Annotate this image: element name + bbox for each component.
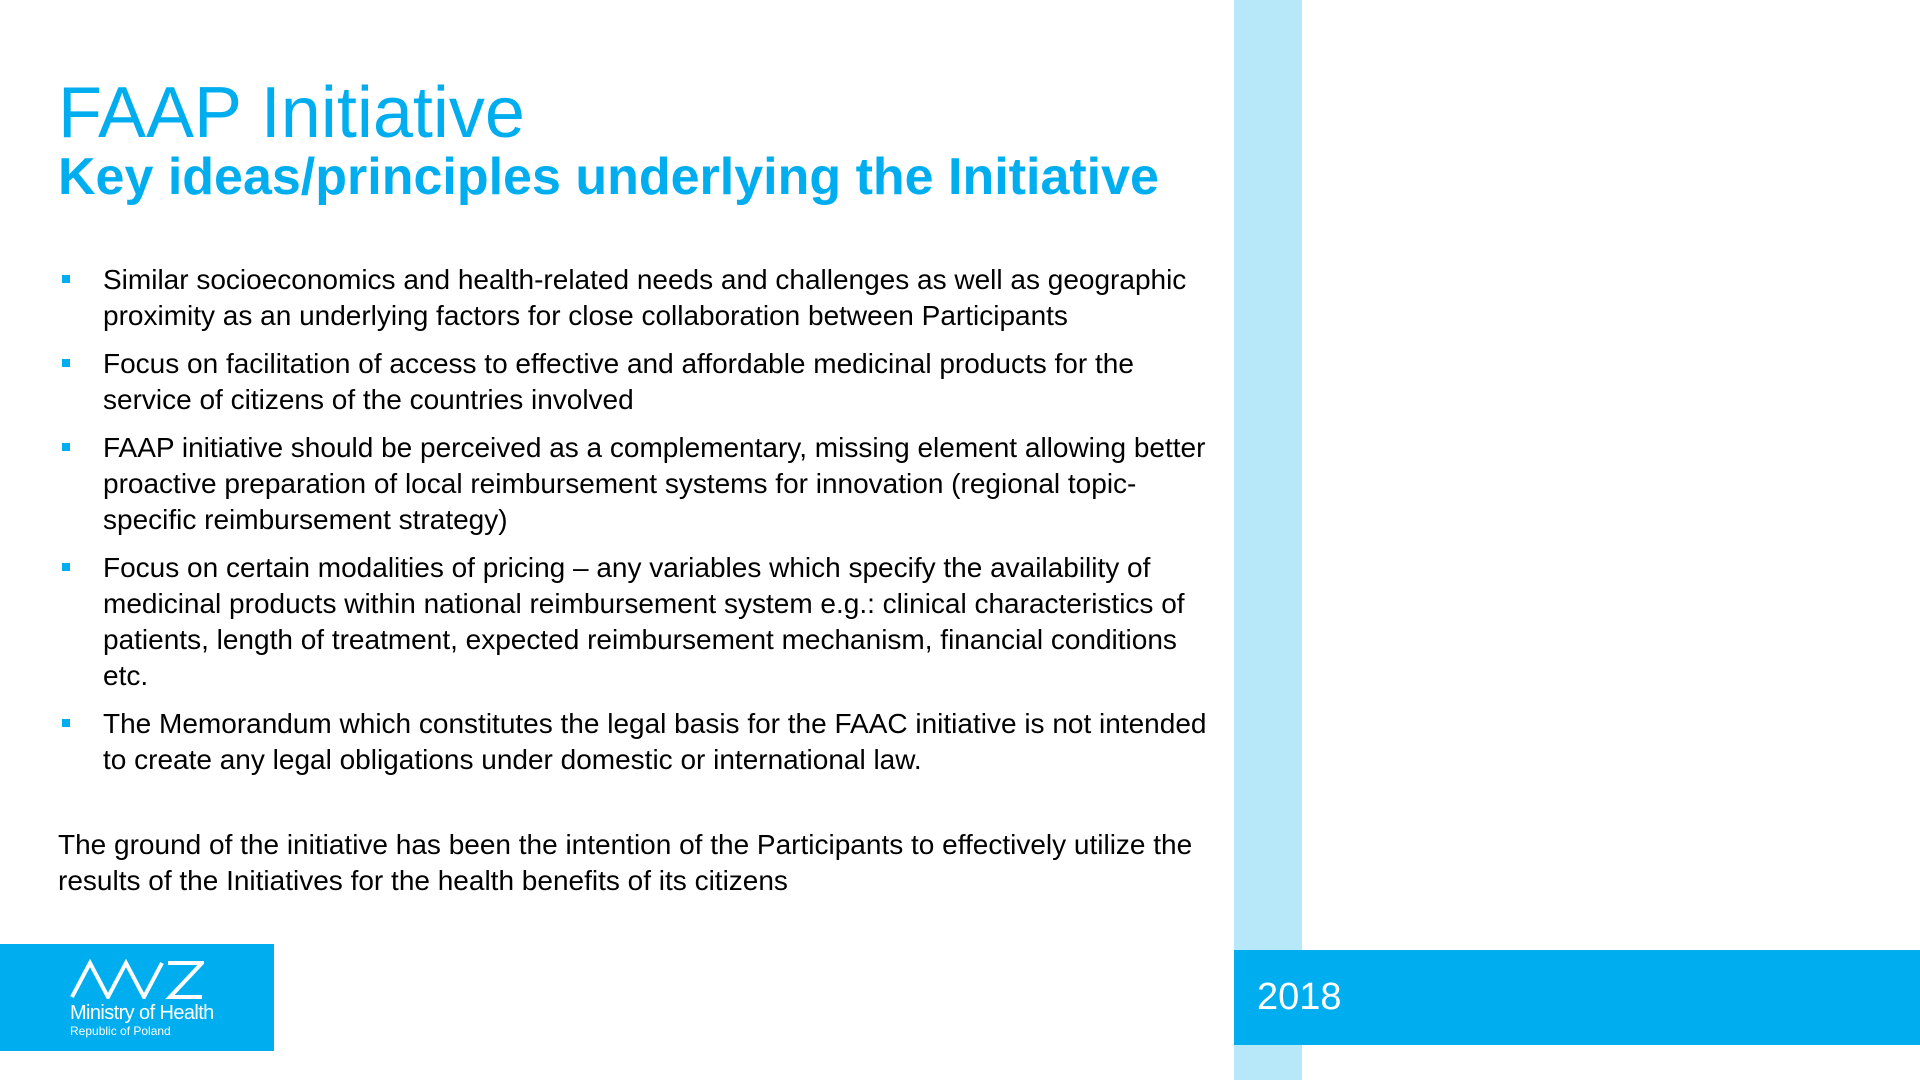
year-bar — [1234, 950, 1920, 1045]
logo-name: Ministry of Health — [70, 1002, 214, 1024]
ministry-of-health-logo-mark-icon — [70, 959, 204, 999]
bullet-item — [58, 430, 1208, 538]
bullet-text: Similar socioeconomics and health-related needs and challenges as well as geographic proximity as an underlying factors for close collaboration between Participants — [103, 264, 1187, 331]
side-band — [1234, 0, 1302, 1080]
bullet-item — [58, 550, 1208, 694]
square-bullet-icon — [62, 275, 70, 283]
bullet-list — [58, 262, 1208, 790]
bullet-text: Focus on facilitation of access to effective and affordable medicinal products for the service of citizens of the countries involved — [103, 348, 1134, 415]
ministry-logo — [0, 944, 274, 1051]
bullet-item — [58, 262, 1208, 334]
bullet-text: FAAP initiative should be perceived as a complementary, missing element allowing better proactive preparation of local reimbursement systems for innovation (regional topic-specific reimbursement strategy) — [103, 432, 1206, 535]
logo-country: Republic of Poland — [70, 1024, 171, 1038]
bullet-item — [58, 346, 1208, 418]
bullet-item — [58, 706, 1208, 778]
closing-paragraph: The ground of the initiative has been the intention of the Participants to effectively utilize the results of the Initiatives for the health benefits of its citizens — [58, 829, 1193, 896]
square-bullet-icon — [62, 719, 70, 727]
bullet-text: The Memorandum which constitutes the legal basis for the FAAC initiative is not intended to create any legal obligations under domestic or international law. — [103, 708, 1207, 775]
square-bullet-icon — [62, 443, 70, 451]
square-bullet-icon — [62, 359, 70, 367]
year-label: 2018 — [1257, 976, 1342, 1018]
bullet-text: Focus on certain modalities of pricing – any variables which specify the availability of medicinal products within national reimbursement system e.g.: clinical characteristics of patients, length of treatment, expected reimbursement mechanism, financial conditions etc. — [103, 552, 1185, 691]
slide-title: FAAP Initiative — [58, 73, 525, 153]
square-bullet-icon — [62, 563, 70, 571]
slide-subtitle: Key ideas/principles underlying the Initiative — [58, 148, 1159, 206]
